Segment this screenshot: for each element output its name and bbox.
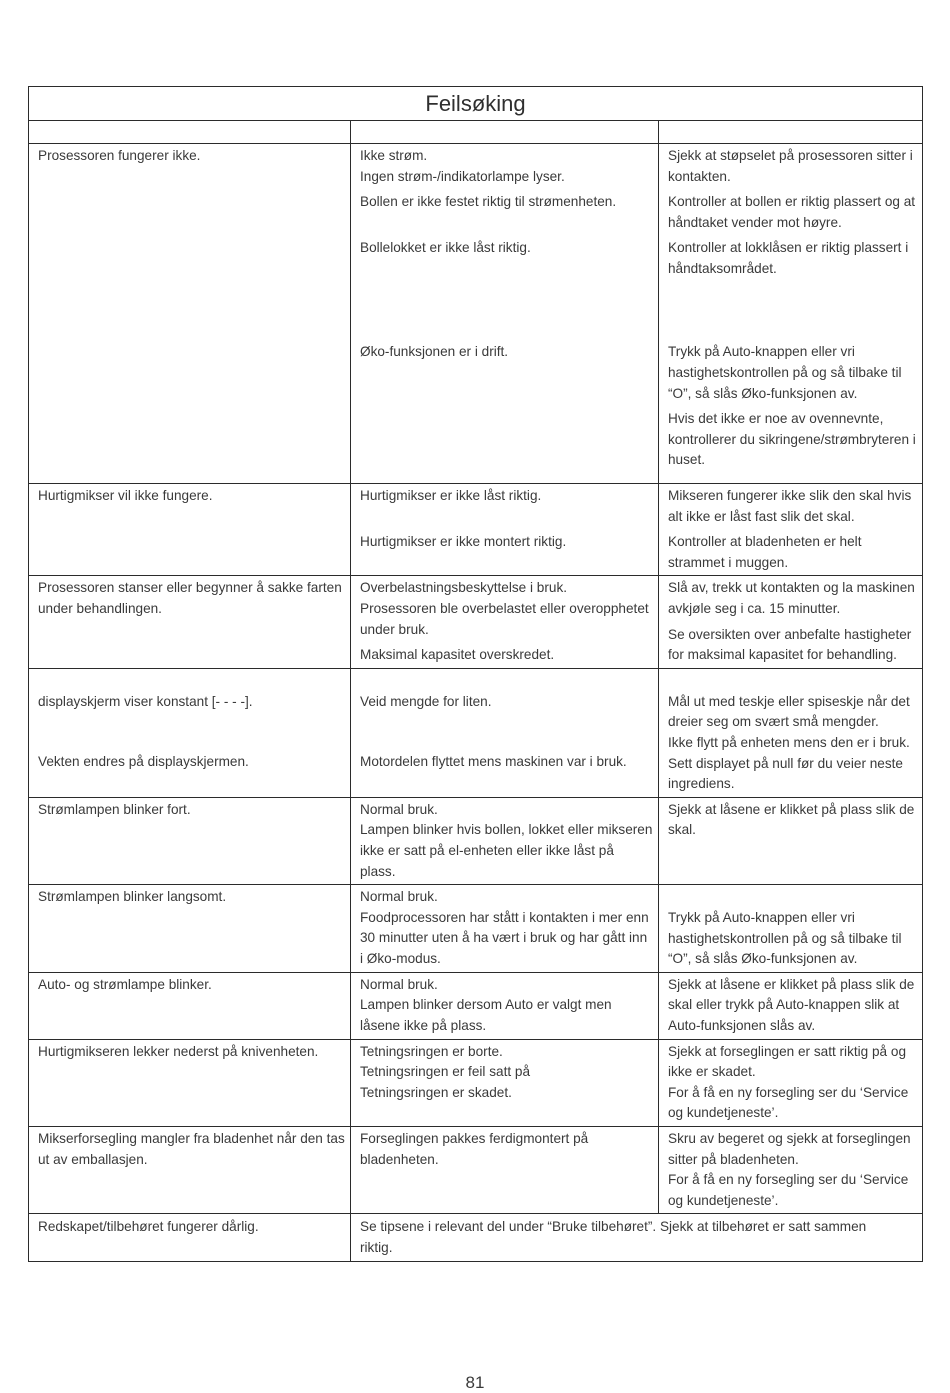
problem-cell — [29, 668, 351, 797]
cause-text: Bollen er ikke festet riktig til strømenheten. — [360, 194, 617, 210]
table-row — [29, 1214, 923, 1261]
problem-text: Vekten endres på displayskjermen. — [38, 753, 249, 769]
problem-text: displayskjerm viser konstant [- - - -]. — [38, 693, 253, 709]
cause-text: Normal bruk. Lampen blinker hvis bollen, lokket eller mikseren ikke er satt på el-enheten eller ikke låst på plass. — [360, 801, 653, 879]
cause-cell — [351, 885, 659, 973]
cause-cell — [351, 668, 659, 797]
page-number: 81 — [465, 1373, 485, 1392]
solution-cell — [659, 668, 923, 797]
cause-text: Overbelastningsbeskyttelse i bruk. Prosessoren ble overbelastet eller overopphetet under bruk. — [360, 580, 649, 637]
table-row — [29, 1039, 923, 1126]
cause-text: Tetningsringen er borte. Tetningsringen er feil satt på Tetningsringen er skadet. — [360, 1043, 531, 1100]
table-row — [29, 576, 923, 668]
cause-text: Hurtigmikser er ikke montert riktig. — [360, 534, 567, 549]
cause-cell — [351, 797, 659, 884]
troubleshooting-table — [28, 86, 923, 1262]
solution-cell — [659, 1039, 923, 1126]
cause-cell — [351, 144, 659, 484]
page-title: Feilsøking — [29, 87, 923, 121]
table-row — [29, 1127, 923, 1214]
problem-cell — [29, 1214, 351, 1261]
problem-text: Prosessoren fungerer ikke. — [38, 148, 201, 163]
problem-cell — [29, 1039, 351, 1126]
cause-text: Veid mengde for liten. — [360, 693, 492, 709]
problem-text: Hurtigmikser vil ikke fungere. — [38, 488, 213, 503]
problem-cell — [29, 885, 351, 973]
solution-text: Hvis det ikke er noe av ovennevnte, kontrollerer du sikringene/strømbryteren i huset. — [668, 411, 916, 468]
merged-note-cell — [351, 1214, 923, 1261]
problem-text: Hurtigmikseren lekker nederst på knivenheten. — [38, 1043, 319, 1059]
problem-text: Auto- og strømlampe blinker. — [38, 976, 212, 992]
problem-cell — [29, 576, 351, 668]
problem-cell — [29, 797, 351, 884]
problem-text: Redskapet/tilbehøret fungerer dårlig. — [38, 1219, 259, 1235]
cause-text: Hurtigmikser er ikke låst riktig. — [360, 488, 542, 503]
cause-cell — [351, 1127, 659, 1214]
solution-text: Se oversikten over anbefalte hastigheter for maksimal kapasitet for behandling. — [668, 626, 912, 663]
cause-text: Normal bruk. Foodprocessoren har stått i kontakten i mer enn 30 minutter uten å ha vært i bruk og har gått inn i Øko-modus. — [360, 889, 649, 966]
cause-text: Motordelen flyttet mens maskinen var i bruk. — [360, 753, 627, 769]
problem-cell — [29, 144, 351, 484]
solution-cell — [659, 144, 923, 484]
solution-text: Trykk på Auto-knappen eller vri hastighetskontrollen på og så tilbake til “O”, så slås Øko-funksjonen av. — [668, 344, 902, 401]
solution-text: Sjekk at forseglingen er satt riktig på og ikke er skadet. For å få en ny forsegling ser du ‘Service og kundetjeneste’. — [668, 1043, 909, 1121]
solution-cell — [659, 972, 923, 1039]
problem-text: Prosessoren stanser eller begynner å sakke farten under behandlingen. — [38, 580, 342, 616]
table-row — [29, 885, 923, 973]
column-header-solution — [659, 121, 923, 144]
table-row — [29, 144, 923, 484]
solution-text: Skru av begeret og sjekk at forseglingen sitter på bladenheten. For å få en ny forsegling ser du ‘Service og kundetjeneste’. — [668, 1131, 911, 1208]
problem-cell — [29, 972, 351, 1039]
table-row — [29, 797, 923, 884]
solution-cell — [659, 885, 923, 973]
cause-cell — [351, 1039, 659, 1126]
solution-cell — [659, 576, 923, 668]
cause-cell — [351, 484, 659, 576]
cause-text: Bollelokket er ikke låst riktig. — [360, 240, 531, 256]
solution-text: Mål ut med teskje eller spiseskje når det dreier seg om svært små mengder. — [668, 693, 910, 730]
cause-cell — [351, 576, 659, 668]
cause-text: Maksimal kapasitet overskredet. — [360, 647, 555, 663]
problem-cell — [29, 484, 351, 576]
problem-cell — [29, 1127, 351, 1214]
solution-text: Kontroller at lokklåsen er riktig plassert i håndtaksområdet. — [668, 240, 909, 276]
solution-text: Sjekk at låsene er klikket på plass slik de skal. — [668, 801, 915, 838]
merged-note-text: Se tipsene i relevant del under “Bruke tilbehøret”. Sjekk at tilbehøret er satt sammen riktig. — [360, 1219, 867, 1255]
solution-text: Sjekk at støpselet på prosessoren sitter i kontakten. — [668, 148, 913, 184]
solution-text: Slå av, trekk ut kontakten og la maskinen avkjøle seg i ca. 15 minutter. — [668, 580, 915, 616]
cause-text: Forseglingen pakkes ferdigmontert på bladenheten. — [360, 1131, 589, 1167]
solution-cell — [659, 797, 923, 884]
problem-text: Mikserforsegling mangler fra bladenhet når den tas ut av emballasjen. — [38, 1131, 345, 1167]
cause-text: Normal bruk. Lampen blinker dersom Auto er valgt men låsene ikke på plass. — [360, 976, 612, 1034]
solution-text: Kontroller at bladenheten er helt strammet i muggen. — [668, 534, 862, 570]
solution-text: Ikke flytt på enheten mens den er i bruk. Sett displayet på null før du veier neste ingrediens. — [668, 734, 910, 792]
solution-cell — [659, 1127, 923, 1214]
solution-text: Sjekk at låsene er klikket på plass slik de skal eller trykk på Auto-knappen slik at Auto-funksjonen slås av. — [668, 976, 915, 1034]
cause-text: Øko-funksjonen er i drift. — [360, 344, 509, 360]
solution-cell — [659, 484, 923, 576]
solution-text: Trykk på Auto-knappen eller vri hastighetskontrollen på og så tilbake til “O”, så slås Øko-funksjonen av. — [668, 910, 902, 967]
solution-text: Kontroller at bollen er riktig plassert og at håndtaket vender mot høyre. — [668, 194, 916, 230]
table-row — [29, 484, 923, 576]
problem-text: Strømlampen blinker fort. — [38, 801, 191, 817]
table-row — [29, 972, 923, 1039]
column-header-cause — [351, 121, 659, 144]
column-header-problem — [29, 121, 351, 144]
table-row — [29, 668, 923, 797]
column-header-row — [29, 121, 923, 144]
problem-text: Strømlampen blinker langsomt. — [38, 889, 227, 905]
solution-text: Mikseren fungerer ikke slik den skal hvis alt ikke er låst fast slik det skal. — [668, 488, 912, 524]
cause-cell — [351, 972, 659, 1039]
cause-text: Ikke strøm. Ingen strøm-/indikatorlampe lyser. — [360, 148, 565, 184]
